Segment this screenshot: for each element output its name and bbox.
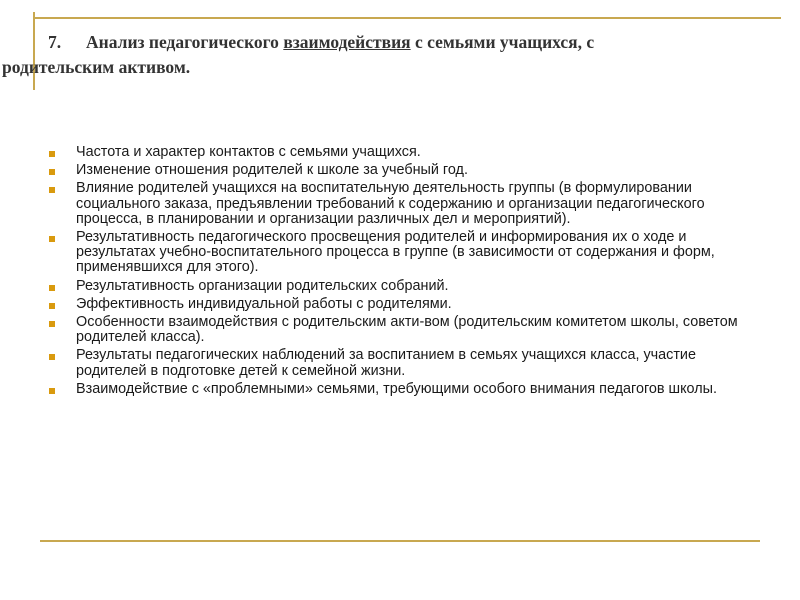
bullet-text: Эффективность индивидуальной работы с родителями. bbox=[76, 295, 452, 312]
square-bullet-icon bbox=[49, 151, 55, 157]
bullet-text: Взаимодействие с «проблемными» семьями, требующими особого внимания педагогов школы. bbox=[76, 380, 717, 397]
bullet-item bbox=[48, 315, 748, 345]
top-left-vertical-rule bbox=[33, 12, 35, 90]
bullet-item bbox=[48, 348, 748, 378]
bottom-horizontal-rule bbox=[40, 540, 760, 542]
bullet-item bbox=[48, 163, 748, 178]
title-text-part1: Анализ педагогического bbox=[86, 32, 284, 52]
square-bullet-icon bbox=[49, 169, 55, 175]
square-bullet-icon bbox=[49, 354, 55, 360]
title-text-part2: с семьями учащихся, с bbox=[410, 32, 595, 52]
title-text-underlined: взаимодействия bbox=[283, 32, 411, 52]
bullet-text: Изменение отношения родителей к школе за учебный год. bbox=[76, 162, 468, 179]
bullet-text: Результативность организации родительских собраний. bbox=[76, 277, 449, 294]
bullet-item bbox=[48, 230, 748, 276]
bullet-text: Частота и характер контактов с семьями учащихся. bbox=[76, 144, 421, 160]
square-bullet-icon bbox=[49, 187, 55, 193]
title-number: 7. bbox=[48, 32, 62, 52]
bullet-text: Особенности взаимодействия с родительским акти-вом (родительским комитетом школы, советом родителей класса). bbox=[76, 314, 738, 346]
square-bullet-icon bbox=[49, 388, 55, 394]
bullet-text: Результаты педагогических наблюдений за воспитанием в семьях учащихся класса, участие родителей в подготовке детей к семейной жизни. bbox=[76, 347, 696, 379]
square-bullet-icon bbox=[49, 303, 55, 309]
bullet-item bbox=[48, 382, 748, 397]
bullet-text: Влияние родителей учащихся на воспитательную деятельность группы (в формулировании социального заказа, предъявлении требований к содержанию и организации педагогического процесса, в планировании и организации различных дел и мероприятий). bbox=[76, 180, 705, 227]
square-bullet-icon bbox=[49, 285, 55, 291]
bullet-list bbox=[48, 145, 748, 400]
title-text-line2: родительским активом. bbox=[2, 57, 191, 77]
top-horizontal-rule bbox=[33, 17, 781, 19]
square-bullet-icon bbox=[49, 321, 55, 327]
bullet-item bbox=[48, 145, 748, 160]
slide-title bbox=[2, 30, 748, 80]
square-bullet-icon bbox=[49, 236, 55, 242]
bullet-item bbox=[48, 181, 748, 227]
bullet-text: Результативность педагогического просвещения родителей и информирования их о ходе и результатах учебно-воспитательного процесса в группе (в зависимости от содержания и форм, применявшихся для этого). bbox=[76, 229, 715, 276]
bullet-item bbox=[48, 279, 748, 294]
bullet-item bbox=[48, 297, 748, 312]
